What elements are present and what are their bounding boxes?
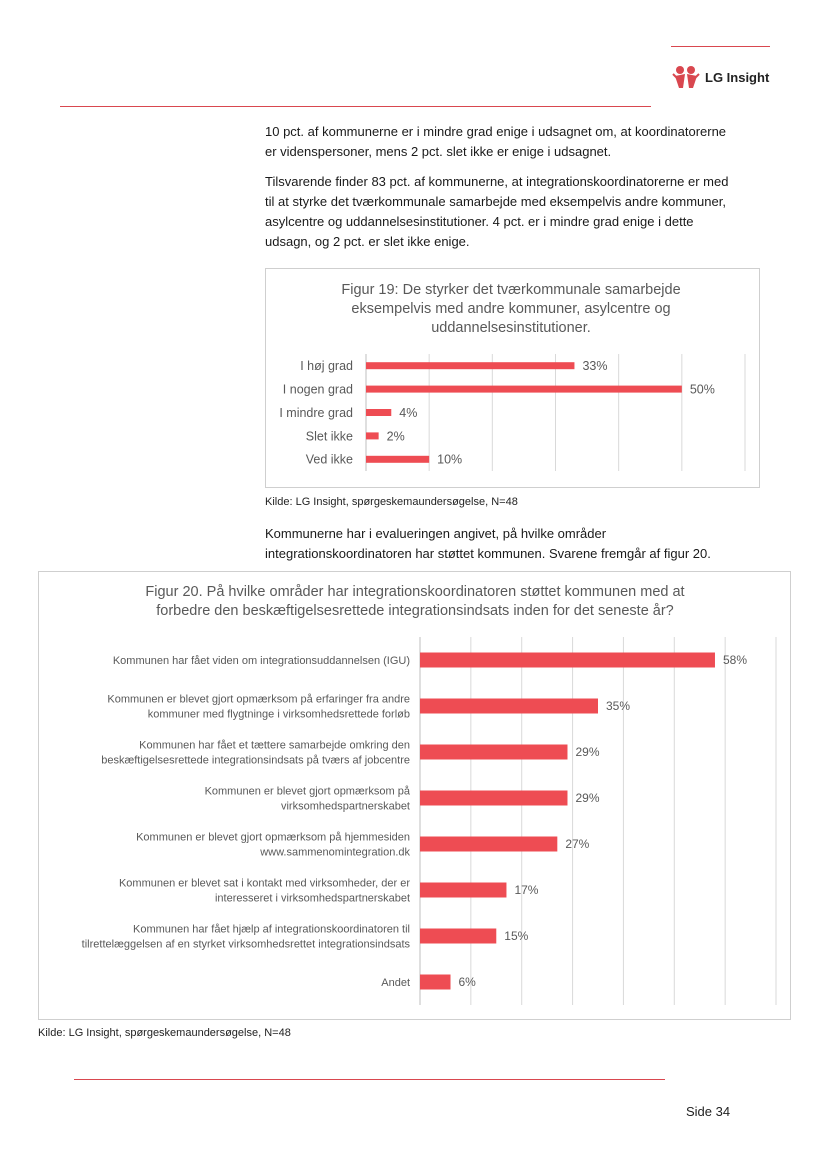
data-label: 27% xyxy=(565,837,590,852)
bar xyxy=(366,432,379,439)
bar xyxy=(420,929,496,944)
paragraph-2: Tilsvarende finder 83 pct. af kommunerne, at integrationskoordinatorerne er med til at styrke det tværkommunale samarbejde med eksempelvis andre kommuner, asylcentre og uddannelsesinstitutioner. 4 pct. er i mindre grad enige i dette udsagn, og 2 pct. er slet ikke enige. xyxy=(265,174,729,249)
bar xyxy=(420,653,715,668)
figure-20-title: Figur 20. På hvilke områder har integrationskoordinatoren støttet kommunen med at forbedre den beskæftigelsesrettede integrationsindsats inden for det seneste år? xyxy=(145,584,685,619)
category-label: interesseret i virksomhedspartnerskabet xyxy=(214,892,410,905)
bar xyxy=(420,791,567,806)
category-label: Kommunen er blevet gjort opmærksom på erfaringer fra andre xyxy=(107,693,410,706)
data-label: 35% xyxy=(606,699,631,714)
bar xyxy=(420,883,506,898)
category-label: Ved ikke xyxy=(305,452,353,467)
figure-19-title: Figur 19: De styrker det tværkommunale samarbejde eksempelvis med andre kommuner, asylcentre og uddannelsesinstitutioner. xyxy=(341,282,681,336)
data-label: 50% xyxy=(689,382,715,397)
category-label: I mindre grad xyxy=(279,405,353,420)
category-label: virksomhedspartnerskabet xyxy=(280,800,410,813)
header-rule-top xyxy=(671,46,770,47)
category-label: kommuner med flygtninge i virksomhedsrettede forløb xyxy=(147,708,410,721)
figure-19-chart xyxy=(265,268,758,486)
data-label: 58% xyxy=(722,653,748,668)
category-label: Kommunen har fået et tættere samarbejde omkring den xyxy=(139,739,410,752)
category-label: Kommunen er blevet sat i kontakt med virksomheder, der er xyxy=(118,877,410,890)
data-label: 33% xyxy=(582,359,608,374)
category-label: Kommunen er blevet gjort opmærksom på xyxy=(204,785,410,798)
data-label: 6% xyxy=(458,975,476,990)
data-label: 10% xyxy=(437,452,463,467)
category-label: www.sammenomintegration.dk xyxy=(260,846,410,859)
paragraph-1: 10 pct. af kommunerne er i mindre grad enige i udsagnet om, at koordinatorerne er videnspersoner, mens 2 pct. slet ikke er enige i udsagnet. xyxy=(265,124,727,159)
data-label: 4% xyxy=(399,405,418,420)
bar xyxy=(420,975,451,990)
category-label: Slet ikke xyxy=(305,429,353,444)
intro-text xyxy=(265,122,735,262)
logo xyxy=(671,62,781,92)
figure-20-intro xyxy=(265,524,735,574)
footer-rule xyxy=(74,1079,665,1080)
data-label: 29% xyxy=(575,791,600,806)
paragraph-3: Kommunerne har i evalueringen angivet, på hvilke områder integrationskoordinatoren har støttet kommunen. Svarene fremgår af figur 20. xyxy=(265,526,711,561)
logo-text: LG Insight xyxy=(705,69,770,85)
bar xyxy=(420,837,557,852)
data-label: 2% xyxy=(386,429,405,444)
bar xyxy=(366,386,682,393)
header-rule-main xyxy=(60,106,651,107)
bar xyxy=(420,745,567,760)
category-label: Andet xyxy=(381,976,410,989)
bar xyxy=(366,362,574,369)
logo-figures-icon xyxy=(671,64,701,90)
bar xyxy=(366,409,391,416)
figure-20-source: Kilde: LG Insight, spørgeskemaundersøgelse, N=48 xyxy=(38,1027,291,1039)
category-label: I høj grad xyxy=(300,359,353,374)
figure-19-source: Kilde: LG Insight, spørgeskemaundersøgelse, N=48 xyxy=(265,496,518,508)
bar xyxy=(420,699,598,714)
data-label: 29% xyxy=(575,745,600,760)
category-label: Kommunen har fået viden om integrationsuddannelsen (IGU) xyxy=(112,654,410,667)
figure-20-chart xyxy=(38,571,789,1018)
category-label: beskæftigelsesrettede integrationsindsats på tværs af jobcentre xyxy=(101,754,410,767)
page-number: Side 34 xyxy=(686,1104,731,1119)
category-label: I nogen grad xyxy=(282,382,353,397)
bar xyxy=(366,456,429,463)
data-label: 15% xyxy=(504,929,529,944)
category-label: Kommunen er blevet gjort opmærksom på hjemmesiden xyxy=(136,831,410,844)
category-label: tilrettelæggelsen af en styrket virksomhedsrettet integrationsindsats xyxy=(81,938,410,951)
category-label: Kommunen har fået hjælp af integrationskoordinatoren til xyxy=(133,923,410,936)
data-label: 17% xyxy=(514,883,539,898)
